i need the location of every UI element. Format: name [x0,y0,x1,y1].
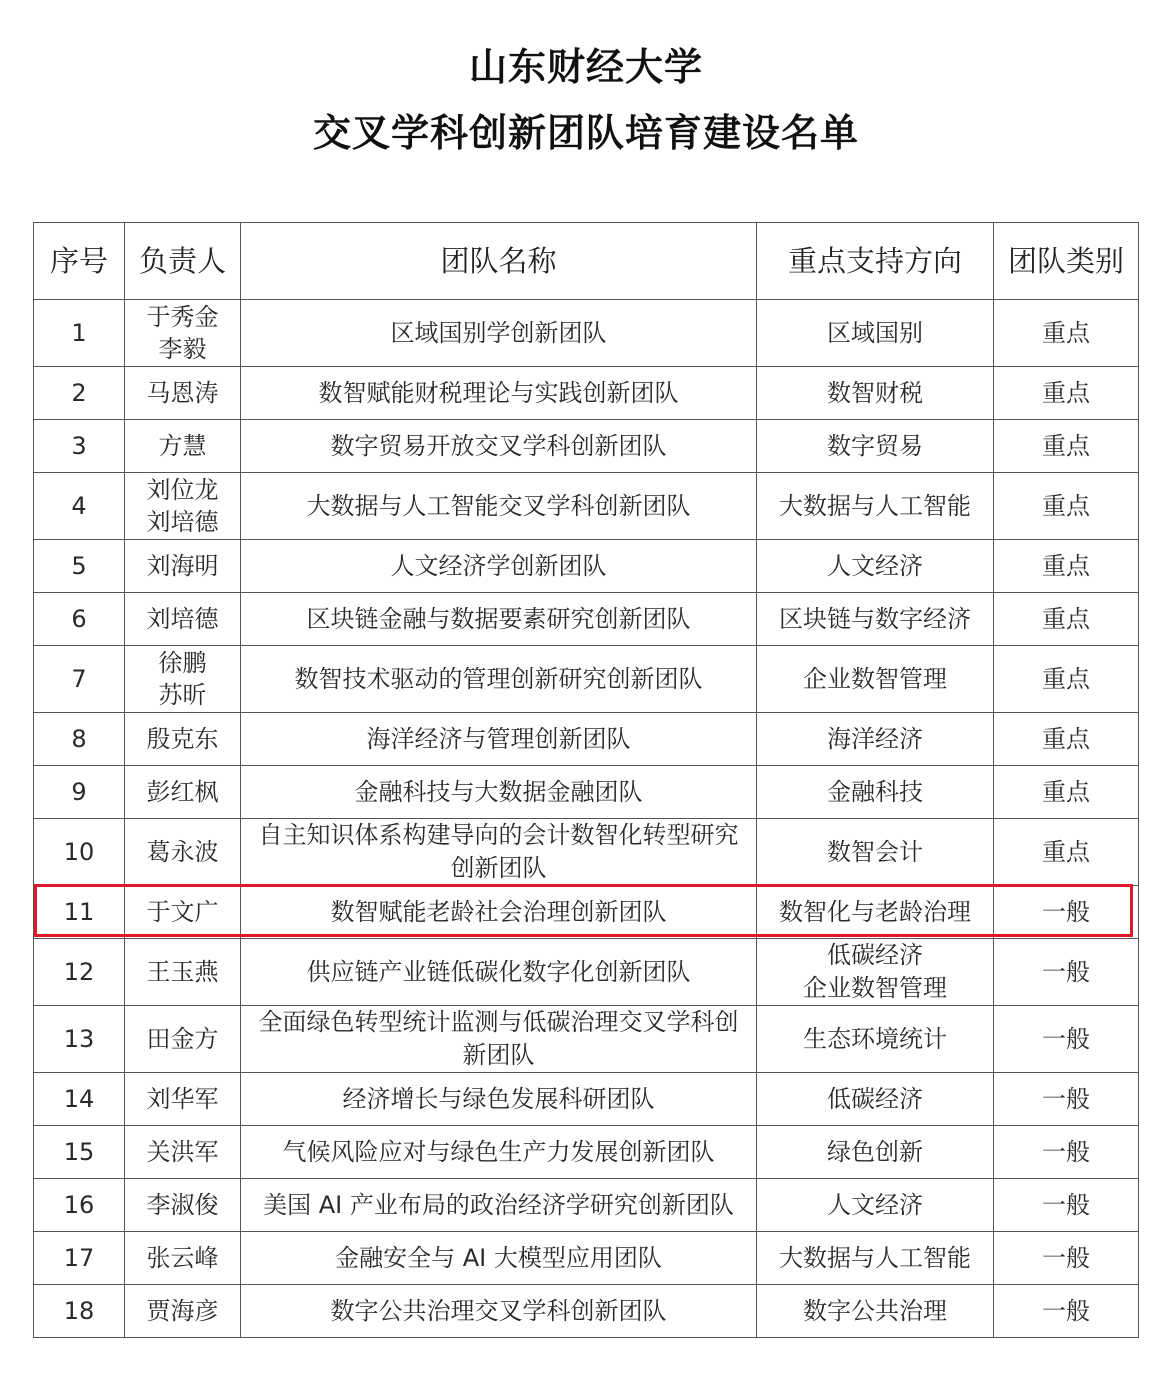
leader-name: 殷克东 [146,725,219,753]
support-direction: 绿色创新 [757,1126,994,1179]
table-row [34,1006,1139,1073]
team-category: 重点 [994,473,1139,540]
leader-name: 于文广 [146,898,219,926]
support-direction: 低碳经济 企业数智管理 [757,939,994,1006]
leader-name: 张云峰 [146,1244,219,1272]
team-name: 经济增长与绿色发展科研团队 [241,1073,757,1126]
row-number: 7 [34,646,125,713]
row-number: 9 [34,766,125,819]
support-direction: 区块链与数字经济 [757,593,994,646]
table-row [34,886,1139,939]
column-header-category: 团队类别 [994,223,1139,300]
leader-cell [125,540,241,593]
leader-name: 方慧 [158,432,207,460]
leader-cell [125,766,241,819]
team-category: 一般 [994,1006,1139,1073]
table-row [34,819,1139,886]
leader-cell [125,646,241,713]
team-category: 一般 [994,1285,1139,1338]
leader-cell [125,593,241,646]
leader-name: 徐鹏 [158,649,207,677]
table-row [34,540,1139,593]
support-direction: 人文经济 [757,540,994,593]
leader-name: 刘海明 [146,552,219,580]
leader-name: 李毅 [158,335,207,363]
document-title: 山东财经大学 [468,45,703,89]
table-row [34,1126,1139,1179]
leader-name: 刘培德 [146,605,219,633]
table-row [34,1179,1139,1232]
team-category: 一般 [994,886,1139,939]
table-row [34,939,1139,1006]
team-name: 区块链金融与数据要素研究创新团队 [241,593,757,646]
leader-name: 刘位龙 [146,476,219,504]
team-name: 大数据与人工智能交叉学科创新团队 [241,473,757,540]
support-direction: 生态环境统计 [757,1006,994,1073]
row-number: 1 [34,300,125,367]
leader-cell [125,939,241,1006]
support-direction: 数字公共治理 [757,1285,994,1338]
team-name: 人文经济学创新团队 [241,540,757,593]
leader-name: 刘华军 [146,1085,219,1113]
leader-name: 苏昕 [158,681,207,709]
row-number: 14 [34,1073,125,1126]
table-row [34,1232,1139,1285]
leader-cell [125,1126,241,1179]
team-name: 数字公共治理交叉学科创新团队 [241,1285,757,1338]
table-row [34,420,1139,473]
table-row [34,1073,1139,1126]
leader-cell [125,1073,241,1126]
team-category: 重点 [994,819,1139,886]
leader-name: 彭红枫 [146,778,219,806]
team-name: 数智赋能老龄社会治理创新团队 [241,886,757,939]
row-number: 6 [34,593,125,646]
table-row [34,593,1139,646]
support-direction: 大数据与人工智能 [757,1232,994,1285]
team-category: 一般 [994,1126,1139,1179]
column-header-leader: 负责人 [125,223,241,300]
row-number: 2 [34,367,125,420]
team-category: 一般 [994,1179,1139,1232]
team-roster-table [33,222,1139,1338]
leader-name: 葛永波 [146,838,219,866]
team-name: 海洋经济与管理创新团队 [241,713,757,766]
team-category: 重点 [994,766,1139,819]
row-number: 18 [34,1285,125,1338]
leader-name: 贾海彦 [146,1297,219,1325]
leader-cell [125,713,241,766]
document-subtitle: 交叉学科创新团队培育建设名单 [312,111,859,155]
support-direction: 大数据与人工智能 [757,473,994,540]
team-category: 重点 [994,713,1139,766]
team-name: 区域国别学创新团队 [241,300,757,367]
team-name: 金融安全与 AI 大模型应用团队 [241,1232,757,1285]
support-direction: 低碳经济 [757,1073,994,1126]
leader-cell [125,367,241,420]
table-body [34,300,1139,1338]
team-category: 一般 [994,1232,1139,1285]
team-name: 气候风险应对与绿色生产力发展创新团队 [241,1126,757,1179]
support-direction: 金融科技 [757,766,994,819]
team-category: 重点 [994,540,1139,593]
table-row [34,473,1139,540]
support-direction: 数智化与老龄治理 [757,886,994,939]
support-direction: 数智会计 [757,819,994,886]
team-category: 一般 [994,939,1139,1006]
leader-name: 于秀金 [146,303,219,331]
table-row [34,646,1139,713]
team-category: 重点 [994,300,1139,367]
team-name: 全面绿色转型统计监测与低碳治理交叉学科创新团队 [241,1006,757,1073]
team-name: 数智技术驱动的管理创新研究创新团队 [241,646,757,713]
column-header-number: 序号 [34,223,125,300]
leader-cell [125,300,241,367]
support-direction: 数字贸易 [757,420,994,473]
row-number: 10 [34,819,125,886]
row-number: 12 [34,939,125,1006]
leader-cell [125,473,241,540]
leader-cell [125,1285,241,1338]
table-row [34,1285,1139,1338]
team-category: 重点 [994,593,1139,646]
team-category: 重点 [994,367,1139,420]
row-number: 13 [34,1006,125,1073]
column-header-team-name: 团队名称 [241,223,757,300]
team-name: 数智赋能财税理论与实践创新团队 [241,367,757,420]
support-direction: 区域国别 [757,300,994,367]
support-direction: 数智财税 [757,367,994,420]
row-number: 11 [34,886,125,939]
support-direction: 企业数智管理 [757,646,994,713]
row-number: 4 [34,473,125,540]
leader-name: 关洪军 [146,1138,219,1166]
row-number: 17 [34,1232,125,1285]
leader-cell [125,886,241,939]
team-name: 供应链产业链低碳化数字化创新团队 [241,939,757,1006]
support-direction: 海洋经济 [757,713,994,766]
team-category: 重点 [994,420,1139,473]
leader-name: 刘培德 [146,508,219,536]
team-name: 数字贸易开放交叉学科创新团队 [241,420,757,473]
leader-name: 马恩涛 [146,379,219,407]
leader-cell [125,1232,241,1285]
leader-name: 田金方 [146,1025,219,1053]
team-category: 重点 [994,646,1139,713]
team-name: 金融科技与大数据金融团队 [241,766,757,819]
table-row [34,766,1139,819]
row-number: 16 [34,1179,125,1232]
row-number: 15 [34,1126,125,1179]
table-row [34,713,1139,766]
team-name: 美国 AI 产业布局的政治经济学研究创新团队 [241,1179,757,1232]
leader-cell [125,420,241,473]
support-direction: 人文经济 [757,1179,994,1232]
leader-cell [125,819,241,886]
row-number: 5 [34,540,125,593]
leader-name: 王玉燕 [146,958,219,986]
team-category: 一般 [994,1073,1139,1126]
row-number: 3 [34,420,125,473]
leader-cell [125,1179,241,1232]
table-row [34,367,1139,420]
leader-cell [125,1006,241,1073]
column-header-direction: 重点支持方向 [757,223,994,300]
team-name: 自主知识体系构建导向的会计数智化转型研究创新团队 [241,819,757,886]
leader-name: 李淑俊 [146,1191,219,1219]
table-header-row [34,223,1139,300]
row-number: 8 [34,713,125,766]
table-row [34,300,1139,367]
